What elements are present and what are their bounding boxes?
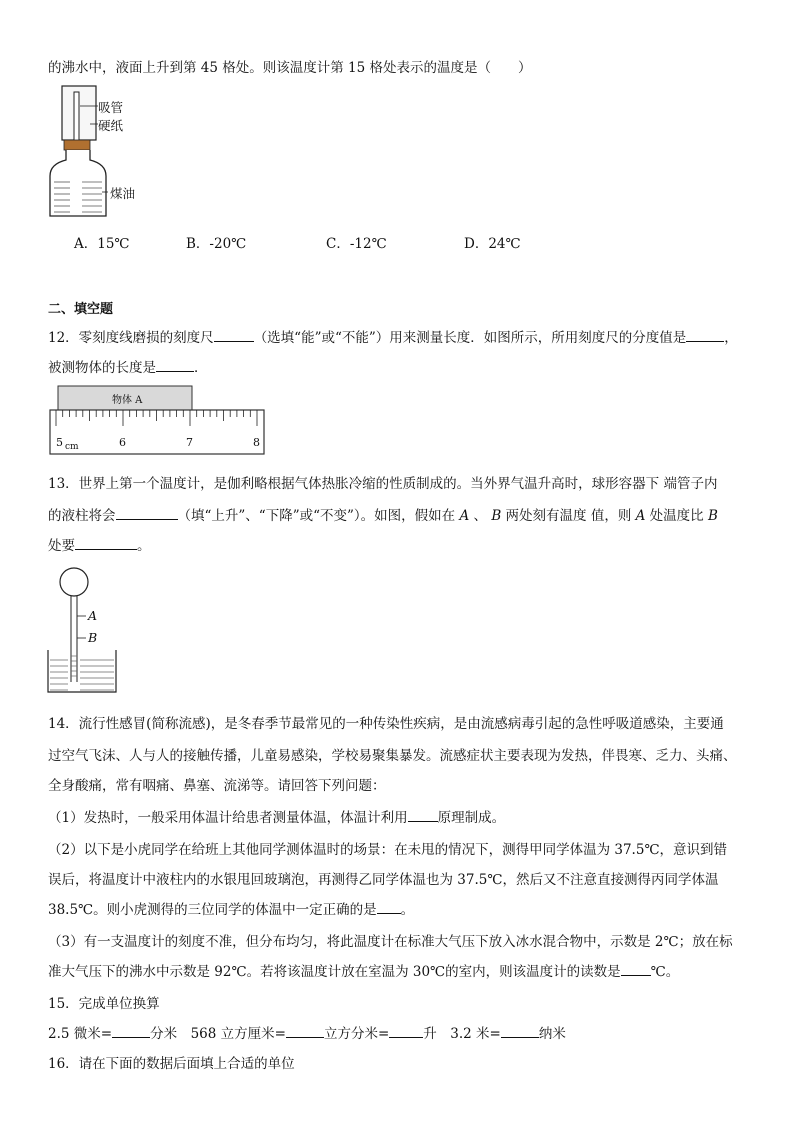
q13-text-d: 处温度比	[649, 508, 704, 524]
q14-blank-1[interactable]	[408, 807, 438, 822]
q12-line2	[48, 356, 208, 376]
q13-var-a: A	[459, 508, 470, 524]
q13-blank-2[interactable]	[75, 535, 137, 550]
q14-sub-2-line1: （2）以下是小虎同学在给班上其他同学测体温时的场景：在未甩的情况下，测得甲同学体温为 37.5℃，意识到错	[48, 842, 728, 858]
q12-line1	[48, 326, 738, 346]
q15-blank-1[interactable]	[112, 1023, 150, 1038]
q13-var-b-2: B	[707, 508, 718, 524]
q14-sub-2-line3	[48, 898, 414, 918]
q14-blank-2[interactable]	[377, 899, 401, 914]
q14-sub-1	[48, 806, 505, 826]
ruler-tick-7: 7	[186, 436, 193, 449]
ruler-tick-8: 8	[253, 436, 260, 449]
ruler-unit-label: cm	[65, 442, 79, 452]
q12-text-d: 被测物体的长度是	[48, 360, 156, 376]
q11-option-d: D．24℃	[464, 236, 521, 252]
galileo-thermometer-figure	[44, 566, 124, 696]
cardboard-label: 硬纸	[98, 118, 124, 133]
q14-blank-3[interactable]	[621, 961, 651, 976]
q14-para-3: 全身酸痛，常有咽痛、鼻塞、流涕等。请回答下列问题：	[48, 778, 386, 794]
q11-option-c: C．-12℃	[326, 236, 387, 252]
q15-text-3: 立方分米=	[323, 1026, 390, 1042]
q14-sub3-text-b: ℃。	[650, 964, 680, 980]
ruler-tick-5: 5	[56, 436, 63, 449]
q14-sub2-text-b: 。	[400, 902, 415, 918]
q15-blank-2[interactable]	[286, 1023, 324, 1038]
q15-text-2: 分米 568 立方厘米=	[150, 1026, 286, 1042]
q11-option-a: A．15℃	[74, 236, 130, 252]
q12-text-b: （选填“能”或“不能”）用来测量长度．如图所示，所用刻度尺的分度值是	[253, 330, 687, 346]
q12-blank-2[interactable]	[686, 327, 724, 342]
q14-sub-3-line1: （3）有一支温度计的刻度不准，但分布均匀，将此温度计在标准大气压下放入冰水混合物中，示数是 2℃；放在标	[48, 934, 733, 950]
q13-text-f: 。	[137, 538, 151, 554]
q14-sub-3-line2	[48, 960, 679, 980]
q15-text-4: 升 3.2 米=	[423, 1026, 501, 1042]
object-a-label: 物体 A	[112, 395, 143, 406]
q12-text-a: 12．零刻度线磨损的刻度尺	[48, 330, 214, 346]
q12-blank-3[interactable]	[156, 357, 194, 372]
q13-text-e: 处要	[48, 538, 75, 554]
q14-para-2: 过空气飞沫、人与人的接触传播，儿童易感染，学校易聚集暴发。流感症状主要表现为发热，伴畏寒、乏力、头痛、	[48, 748, 737, 764]
q14-sub3-text-a: 准大气压下的沸水中示数是 92℃。若将该温度计放在室温为 30℃的室内，则该温度计的读数是	[48, 964, 621, 980]
q14-sub1-text-b: 原理制成。	[437, 810, 506, 826]
q14-sub-2-line2: 误后，将温度计中液柱内的水银甩回玻璃泡，再测得乙同学体温也为 37.5℃，然后又不注意直接测得丙同学体温	[48, 872, 719, 888]
q11-option-b: B．-20℃	[186, 236, 247, 252]
kerosene-label: 煤油	[110, 186, 136, 201]
q13-var-b: B	[491, 508, 502, 524]
q16-title: 16．请在下面的数据后面填上合适的单位	[48, 1056, 295, 1072]
q15-conversions	[48, 1022, 566, 1042]
q14-para-1: 14．流行性感冒(简称流感)，是冬春季节最常见的一种传染性疾病，是由流感病毒引起的急性呼吸道感染，主要通	[48, 716, 724, 732]
q13-text-b: （填“上升”、“下降”或“不变”）。如图，假如在	[177, 508, 456, 524]
q13-var-a-2: A	[635, 508, 646, 524]
q13-blank-1[interactable]	[116, 505, 178, 520]
q13-line1: 13．世界上第一个温度计，是伽利略根据气体热胀冷缩的性质制成的。当外界气温升高时，球形容器下 端管子内	[48, 476, 718, 492]
ruler-tick-6: 6	[119, 436, 126, 449]
straw-label: 吸管	[98, 100, 124, 115]
q13-line2	[48, 504, 718, 524]
figure-label-b: B	[88, 630, 98, 645]
q15-blank-4[interactable]	[501, 1023, 539, 1038]
q13-text-c: 两处刻有温度 值，则	[505, 508, 632, 524]
q15-text-5: 纳米	[538, 1026, 566, 1042]
section-heading: 二、填空题	[48, 302, 114, 317]
q13-sep: 、	[473, 508, 488, 524]
q15-text-1: 2.5 微米=	[48, 1026, 113, 1042]
q14-sub2-text-a: 38.5℃。则小虎测得的三位同学的体温中一定正确的是	[48, 902, 377, 918]
ruler-figure	[48, 384, 268, 456]
q15-title: 15．完成单位换算	[48, 996, 160, 1012]
figure-label-a: A	[88, 608, 98, 623]
q11-text: 的沸水中，液面上升到第 45 格处。则该温度计第 15 格处表示的温度是（ ）	[48, 60, 532, 76]
q13-line3	[48, 534, 151, 554]
q13-text-a: 的液柱将会	[48, 508, 116, 524]
q15-blank-3[interactable]	[389, 1023, 423, 1038]
q12-blank-1[interactable]	[214, 327, 254, 342]
q12-text-e: ．	[194, 360, 208, 376]
q12-text-c: ，	[724, 330, 738, 346]
q14-sub1-text-a: （1）发热时，一般采用体温计给患者测量体温，体温计利用	[48, 810, 408, 826]
